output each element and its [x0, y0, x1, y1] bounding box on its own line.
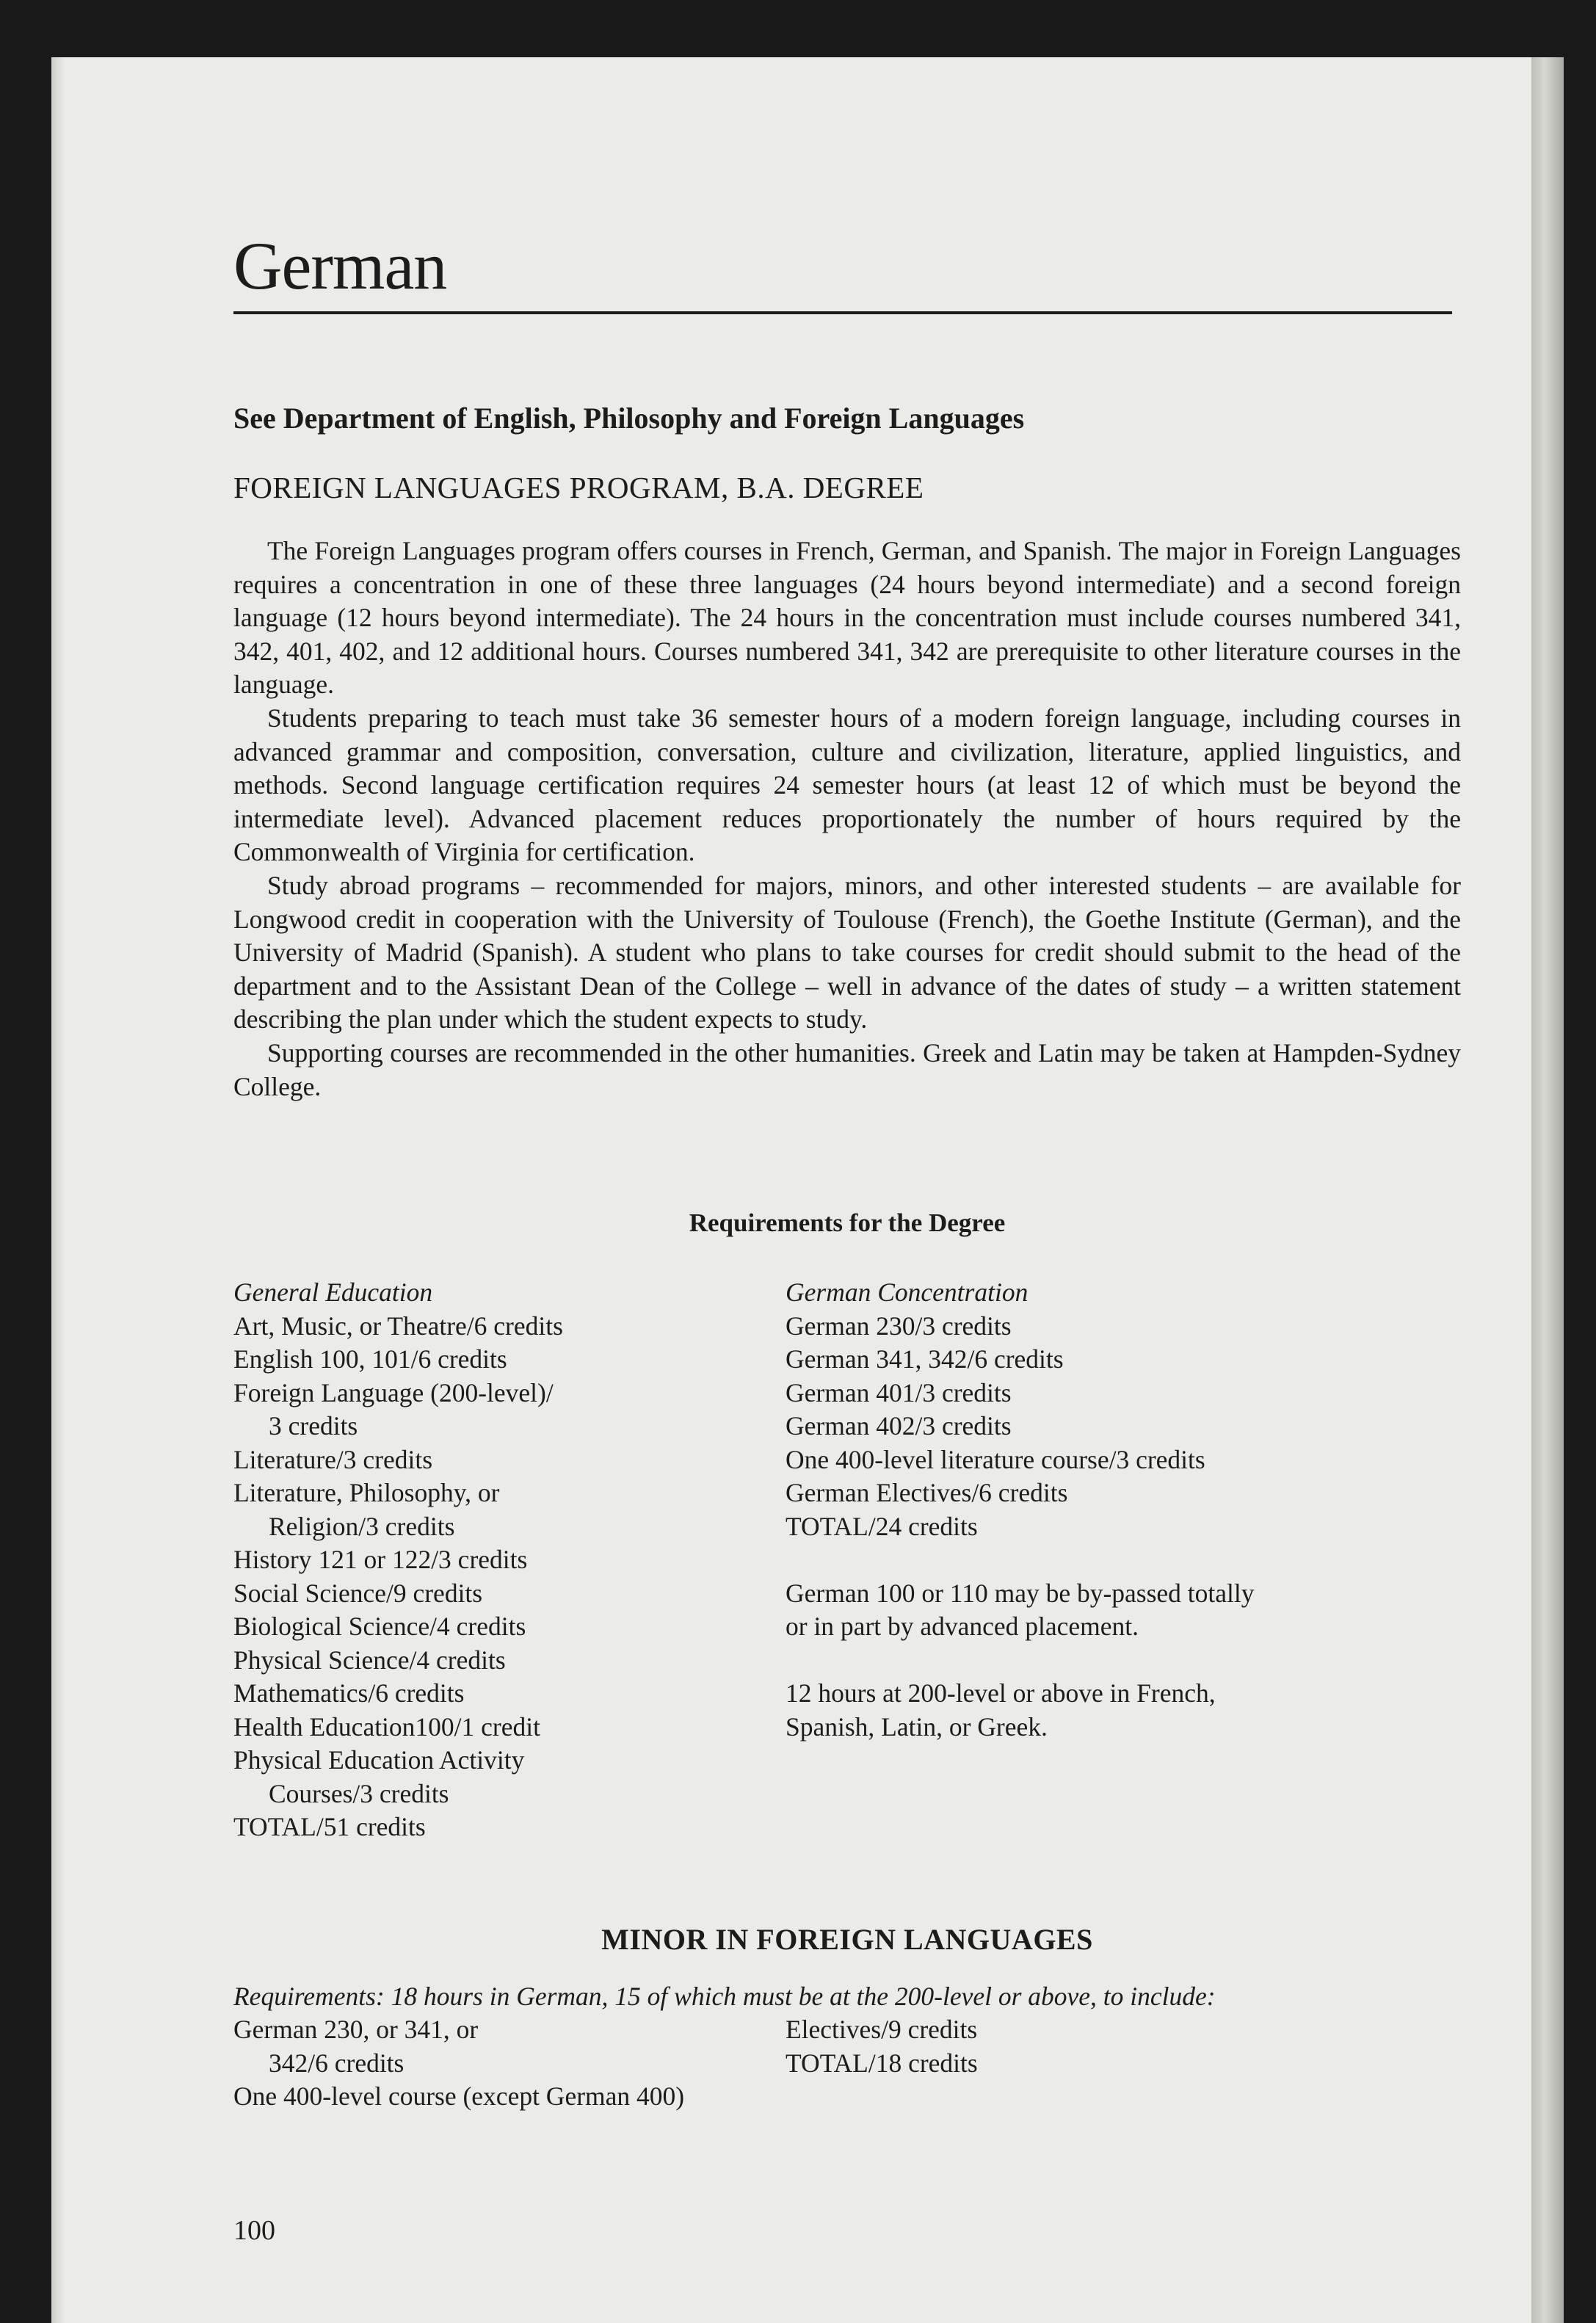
general-education-item: Mathematics/6 credits: [233, 1678, 465, 1708]
minor-requirements-line: Requirements: 18 hours in German, 15 of which must be at the 200-level or above, to include:: [233, 1982, 1216, 2011]
concentration-item: German 341, 342/6 credits: [786, 1344, 1064, 1374]
minor-item: 342/6 credits: [269, 2048, 405, 2078]
general-education-item: History 121 or 122/3 credits: [233, 1545, 528, 1574]
general-education-item: TOTAL/51 credits: [233, 1812, 426, 1841]
general-education-item: Courses/3 credits: [269, 1778, 449, 1808]
minor-heading: MINOR IN FOREIGN LANGUAGES: [601, 1923, 1093, 1956]
second-language-note-line: Spanish, Latin, or Greek.: [786, 1711, 1048, 1742]
general-education-title: General Education: [233, 1278, 433, 1307]
requirements-heading: Requirements for the Degree: [689, 1208, 1006, 1237]
program-description: [233, 534, 1461, 1103]
spacer: [786, 1543, 1461, 1577]
spacer: [786, 1644, 1461, 1678]
general-education-item: Literature/3 credits: [233, 1444, 433, 1474]
page-right-edge: [1531, 57, 1564, 2323]
placement-note-line: or in part by advanced placement.: [786, 1612, 1139, 1641]
general-education-item: 3 credits: [269, 1411, 358, 1440]
minor-total: TOTAL/18 credits: [786, 2048, 978, 2078]
program-heading: FOREIGN LANGUAGES PROGRAM, B.A. DEGREE: [233, 471, 924, 504]
second-language-note-line: 12 hours at 200-level or above in French,: [786, 1678, 1216, 1708]
concentration-item: German 402/3 credits: [786, 1411, 1012, 1440]
general-education-column: [233, 1276, 777, 1844]
general-education-item: Physical Science/4 credits: [233, 1645, 506, 1675]
catalog-page: [51, 57, 1564, 2323]
minor-item: Electives/9 credits: [786, 2015, 978, 2044]
general-education-item: Literature, Philosophy, or: [233, 1478, 500, 1507]
general-education-item: Physical Education Activity: [233, 1745, 525, 1775]
paragraph-overview: The Foreign Languages program offers courses in French, German, and Spanish. The major in Foreign Languages requires a concentration in one of these three languages (24 hours beyond intermediate) and a second foreign language (12 hours beyond intermediate). The 24 hours in the concentration must include courses numbered 341, 342, 401, 402, and 12 additional hours. Courses numbered 341, 342 are prerequisite to other literature courses in the language.: [233, 536, 1461, 700]
general-education-item: Art, Music, or Theatre/6 credits: [233, 1311, 563, 1341]
general-education-item: English 100, 101/6 credits: [233, 1344, 507, 1374]
general-education-item: Foreign Language (200-level)/: [233, 1377, 554, 1407]
concentration-item: German 230/3 credits: [786, 1311, 1012, 1341]
minor-right-column: [786, 2013, 1299, 2080]
paragraph-teaching: Students preparing to teach must take 36 semester hours of a modern foreign language, including courses in advanced grammar and composition, conversation, culture and civilization, literature, applied linguistics, and methods. Second language certification requires 24 semester hours (at least 12 of which must be beyond the intermediate level). Advanced placement reduces proportionately the number of hours required by the Commonwealth of Virginia for certification.: [233, 703, 1461, 867]
general-education-item: Religion/3 credits: [269, 1511, 455, 1541]
title-rule: [233, 311, 1452, 314]
concentration-item: German 401/3 credits: [786, 1377, 1012, 1407]
see-department-note: See Department of English, Philosophy and Foreign Languages: [233, 402, 1025, 435]
concentration-total: TOTAL/24 credits: [786, 1511, 978, 1541]
concentration-item: One 400-level literature course/3 credits: [786, 1444, 1205, 1474]
placement-note-line: German 100 or 110 may be by-passed totally: [786, 1578, 1255, 1608]
general-education-item: Biological Science/4 credits: [233, 1612, 526, 1641]
minor-item: One 400-level course (except German 400): [233, 2081, 685, 2111]
general-education-item: Health Education100/1 credit: [233, 1711, 540, 1742]
concentration-item: German Electives/6 credits: [786, 1478, 1068, 1507]
general-education-list: [233, 1310, 777, 1844]
page-left-edge: [51, 57, 65, 2323]
minor-item: German 230, or 341, or: [233, 2015, 479, 2044]
page-number: 100: [233, 2215, 275, 2246]
german-concentration-column: [786, 1276, 1461, 1744]
minor-left-column: [233, 2013, 777, 2114]
paragraph-study-abroad: Study abroad programs – recommended for majors, minors, and other interested students – are available for Longwood credit in cooperation with the University of Toulouse (French), the Goethe Institute (German), and the University of Madrid (Spanish). A student who plans to take courses for credit should submit to the head of the department and to the Assistant Dean of the College – well in advance of the dates of study – a written statement describing the plan under which the student expects to study.: [233, 870, 1461, 1034]
department-title: German: [233, 228, 447, 303]
paragraph-supporting-courses: Supporting courses are recommended in the other humanities. Greek and Latin may be taken at Hampden-Sydney College.: [233, 1037, 1461, 1101]
general-education-item: Social Science/9 credits: [233, 1578, 483, 1608]
german-concentration-title: German Concentration: [786, 1278, 1029, 1307]
